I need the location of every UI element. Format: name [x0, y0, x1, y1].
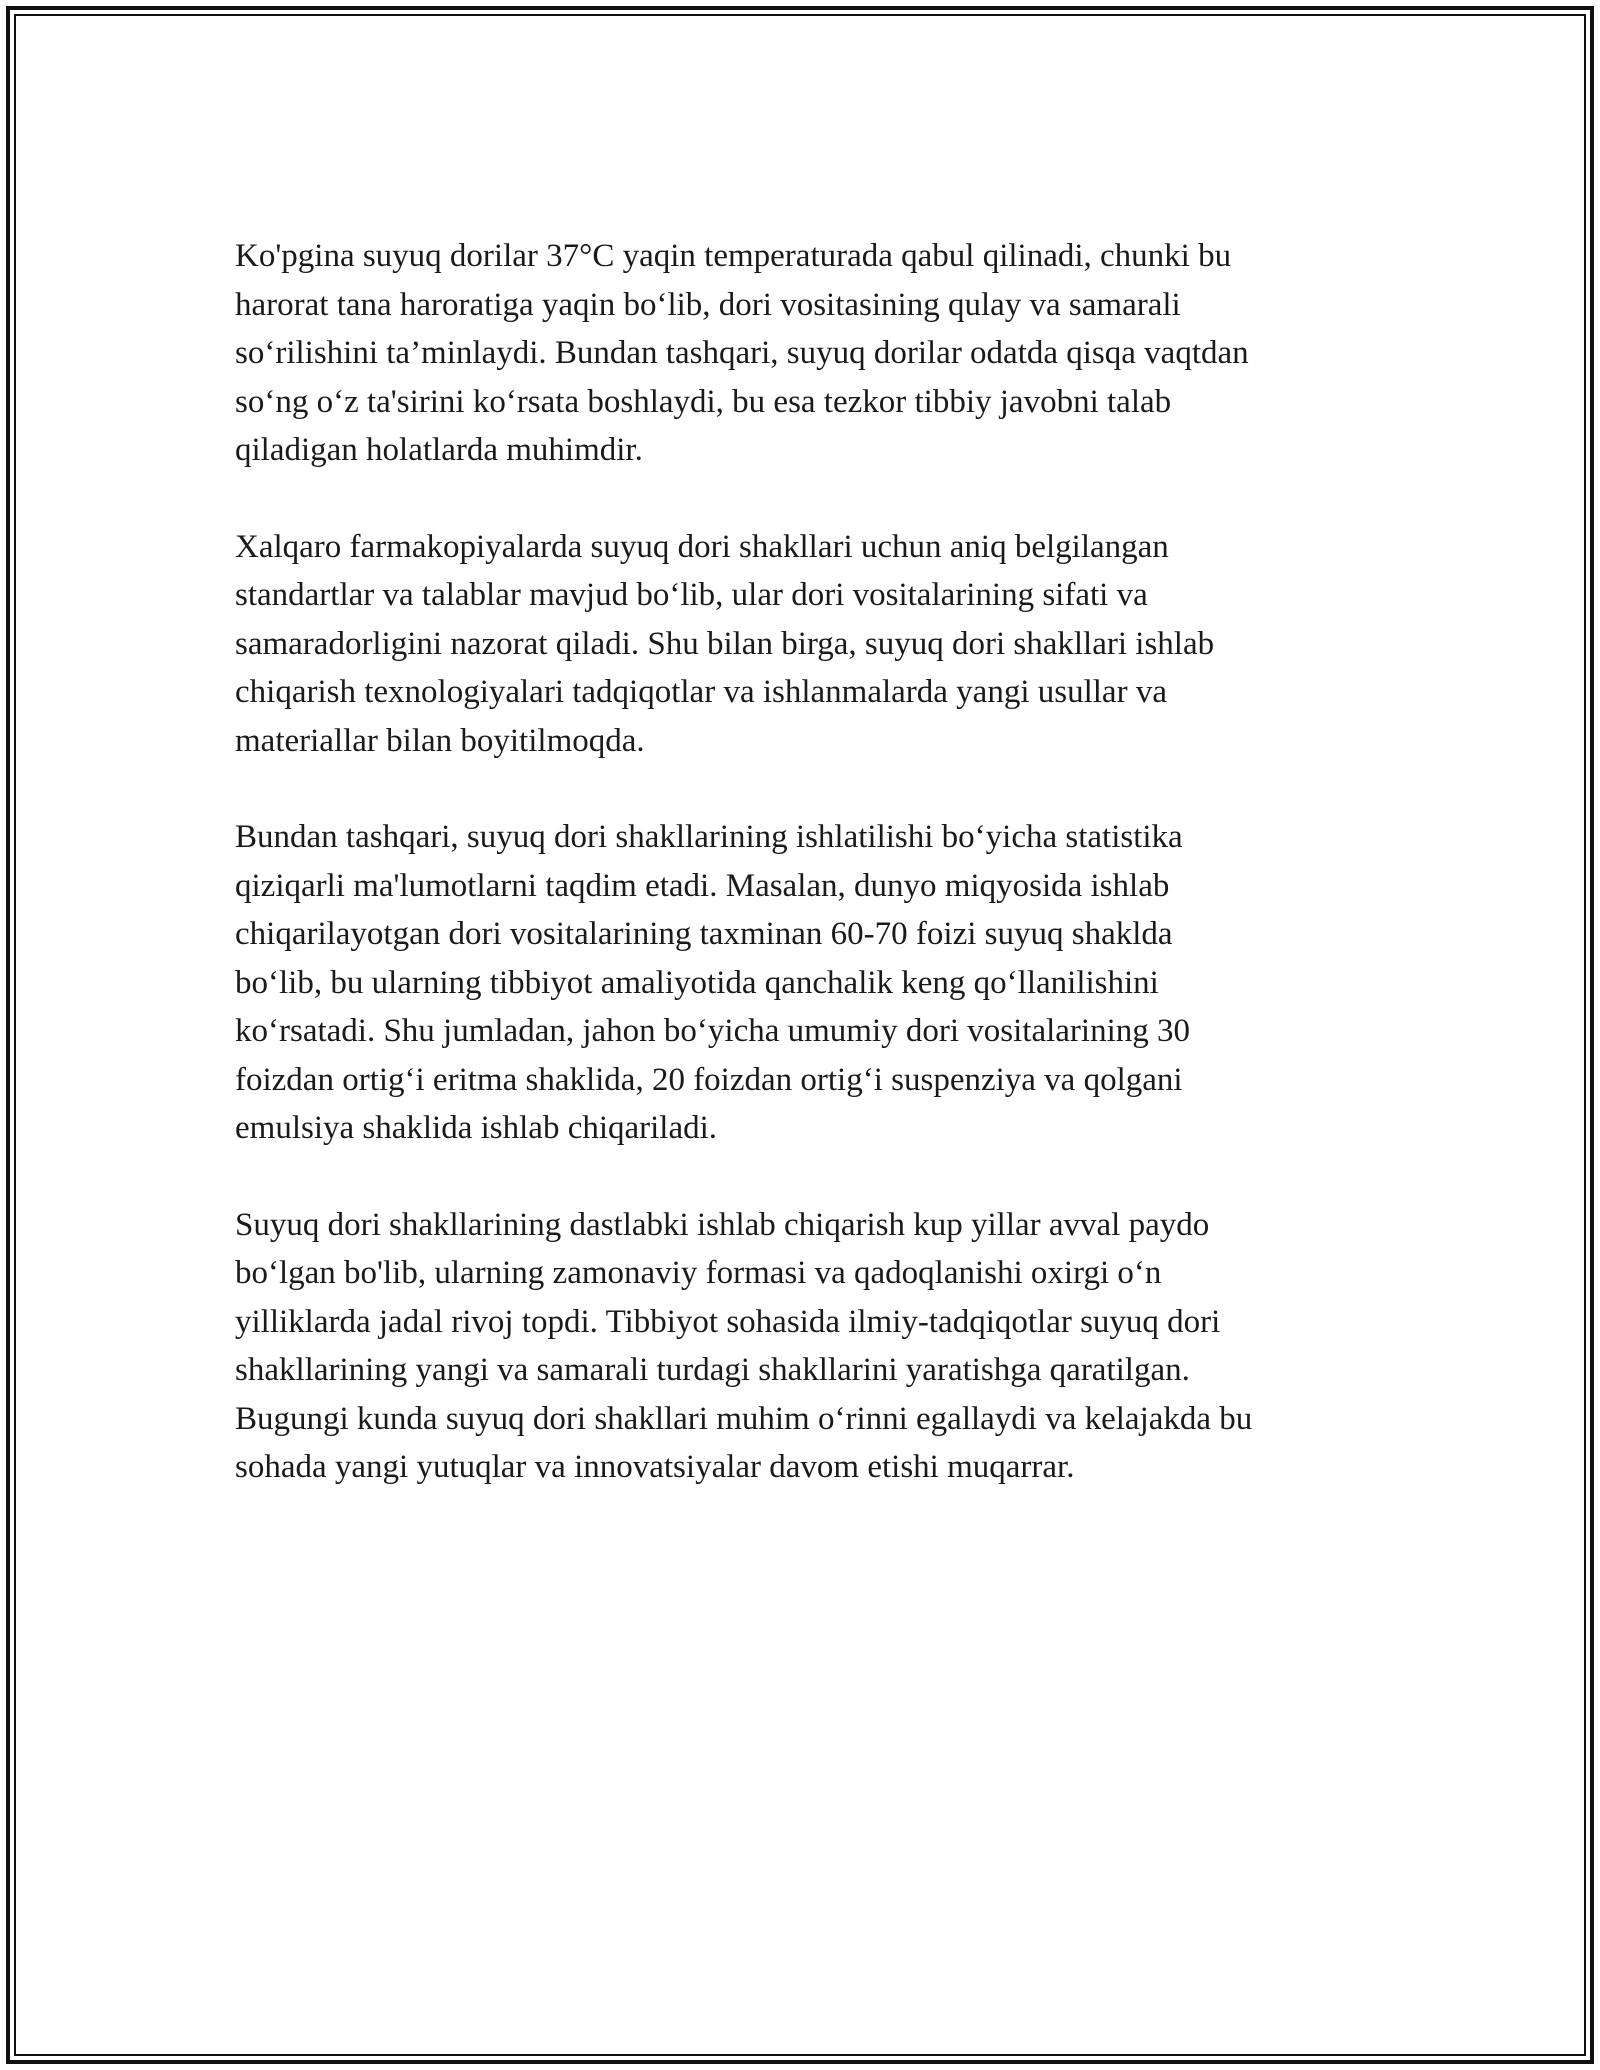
paragraph-4: Suyuq dori shakllarining dastlabki ishlab chiqarish kup yillar avval paydo bo‘lgan bo'lib, ularning zamonaviy formasi va qadoqlanishi oxirgi o‘n yilliklarda jadal rivoj topdi. Tibbiyot sohasida ilmiy-tadqiqotlar suyuq dori shakllarining yangi va samarali turdagi shakllarini yaratishga qaratilgan. Bugungi kunda suyuq dori shakllari muhim o‘rinni egallaydi va kelajakda bu sohada yangi yutuqlar va innovatsiyalar davom etishi muqarrar.	[235, 1206, 1253, 1485]
paragraph-1: Ko'pgina suyuq dorilar 37°C yaqin temperaturada qabul qilinadi, chunki bu harorat tana haroratiga yaqin bo‘lib, dori vositasining qulay va samarali so‘rilishini ta’minlaydi. Bundan tashqari, suyuq dorilar odatda qisqa vaqtdan so‘ng o‘z ta'sirini ko‘rsata boshlaydi, bu esa tezkor tibbiy javobni talab qiladigan holatlarda muhimdir.	[235, 238, 1249, 468]
document-body	[235, 232, 1375, 1540]
paragraph-3: Bundan tashqari, suyuq dori shakllarining ishlatilishi bo‘yicha statistika qiziqarli ma'lumotlarni taqdim etadi. Masalan, dunyo miqyosida ishlab chiqarilayotgan dori vositalarining taxminan 60-70 foizi suyuq shaklda bo‘lib, bu ularning tibbiyot amaliyotida qanchalik keng qo‘llanilishini ko‘rsatadi. Shu jumladan, jahon bo‘yicha umumiy dori vositalarining 30 foizdan ortig‘i eritma shaklida, 20 foizdan ortig‘i suspenziya va qolgani emulsiya shaklida ishlab chiqariladi.	[235, 819, 1191, 1146]
paragraph-2: Xalqaro farmakopiyalarda suyuq dori shakllari uchun aniq belgilangan standartlar va talablar mavjud bo‘lib, ular dori vositalarining sifati va samaradorligini nazorat qiladi. Shu bilan birga, suyuq dori shakllari ishlab chiqarish texnologiyalari tadqiqotlar va ishlanmalarda yangi usullar va materiallar bilan boyitilmoqda.	[235, 528, 1215, 759]
